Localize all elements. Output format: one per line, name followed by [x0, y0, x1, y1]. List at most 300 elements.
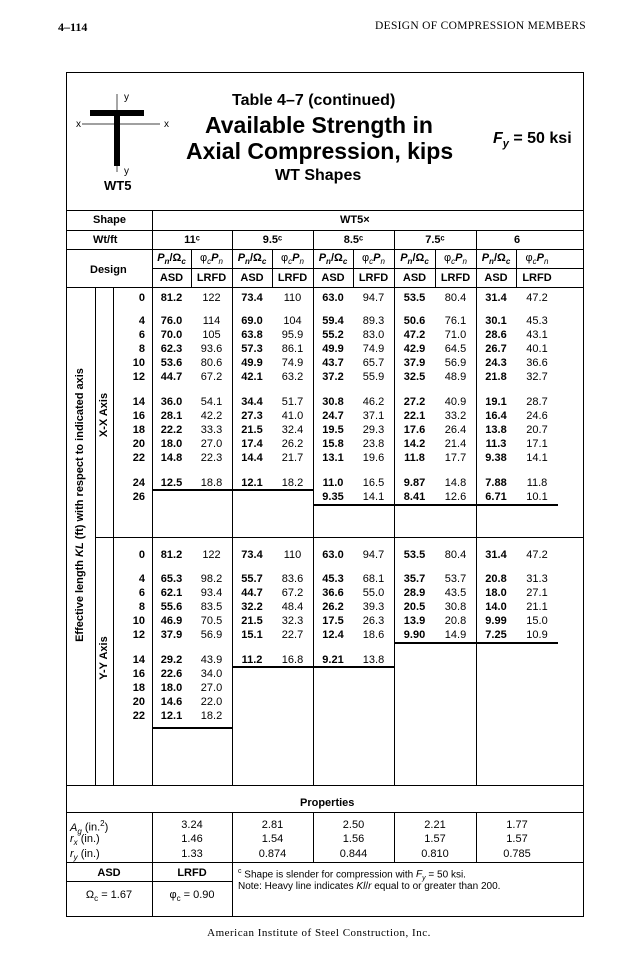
xx-row-cell: 80.4: [444, 292, 467, 304]
yy-row-cell: 20.8: [444, 615, 467, 627]
xx-row-cell: 74.9: [362, 343, 385, 355]
xx-row-cell: 12.6: [444, 491, 467, 503]
table-subtitle: WT Shapes: [275, 167, 362, 184]
lrfd-label: LRFD: [440, 272, 471, 284]
prop-value: 1.57: [424, 833, 446, 845]
xx-row-cell: 95.9: [281, 329, 304, 341]
lrfd-label: LRFD: [277, 272, 308, 284]
xx-row-cell: 22.2: [160, 424, 183, 436]
yield-strength: $F_y = 50$ ksi: [493, 130, 572, 151]
xx-row-cell: 37.1: [362, 410, 385, 422]
prop-value: 2.50: [342, 819, 365, 831]
xx-row-cell: 28.6: [485, 329, 507, 341]
yy-row-cell: 27.1: [526, 587, 548, 599]
xx-row-cell: 21.8: [485, 371, 507, 383]
yy-row-kl: 12: [132, 629, 145, 641]
rule-props-sep: [152, 812, 153, 862]
xx-row-cell: 18.2: [281, 477, 304, 489]
yy-row-cell: 63.0: [322, 549, 344, 561]
yy-row-cell: 68.1: [362, 573, 385, 585]
yy-row-cell: 73.4: [241, 549, 263, 561]
col-head-phi-pn: $\varphi_cP_n$: [444, 252, 467, 267]
xx-row-cell: 33.2: [444, 410, 467, 422]
asd-label: ASD: [321, 272, 345, 284]
xx-row-cell: 22.3: [200, 452, 223, 464]
yy-row-cell: 110: [283, 549, 302, 561]
yy-row-cell: 80.4: [444, 549, 467, 561]
yy-row-cell: 15.0: [526, 615, 548, 627]
xx-row-cell: 56.9: [444, 357, 467, 369]
xx-row-cell: 51.7: [281, 396, 304, 408]
xx-row-cell: 19.6: [362, 452, 385, 464]
rule-axis-col: [95, 287, 96, 785]
yy-row-cell: 18.6: [362, 629, 385, 641]
axis-x-left: x: [76, 119, 81, 130]
col-head-phi-pn: $\varphi_cP_n$: [200, 252, 223, 267]
xx-row-cell: 22.1: [403, 410, 426, 422]
xx-row-kl: 8: [138, 343, 145, 355]
heavy-line: [313, 666, 394, 668]
col-head-pn-omega: $P_n/\Omega_c$: [318, 252, 348, 267]
section-title: DESIGN OF COMPRESSION MEMBERS: [375, 20, 586, 32]
note-heavy: Note: Heavy line indicates Kl/r equal to or greater than 200.: [238, 881, 501, 892]
xx-row-cell: 30.1: [485, 315, 507, 327]
yy-row-cell: 62.1: [160, 587, 183, 599]
xx-row-cell: 29.3: [362, 424, 385, 436]
yy-row-cell: 34.0: [200, 668, 223, 680]
yy-row-cell: 22.6: [160, 668, 183, 680]
shape-family: WT5×: [340, 214, 370, 226]
yy-row-cell: 14.0: [485, 601, 507, 613]
xx-row-cell: 37.2: [322, 371, 344, 383]
xx-row-kl: 14: [132, 396, 145, 408]
xx-row-cell: 46.2: [362, 396, 385, 408]
yy-row-cell: 32.3: [281, 615, 304, 627]
yy-row-cell: 13.9: [403, 615, 426, 627]
rule-top: [66, 210, 584, 211]
heavy-line: [394, 504, 476, 506]
effective-length-label: Effective length KL (ft) with respect to indicated axis: [74, 368, 86, 642]
xx-row-cell: 10.1: [526, 491, 548, 503]
prop-value: 1.46: [181, 833, 203, 845]
asd-label: ASD: [484, 272, 508, 284]
yy-row-kl: 20: [132, 696, 145, 708]
xx-row-cell: 12.1: [241, 477, 263, 489]
heavy-line: [152, 489, 232, 491]
xx-row-cell: 32.5: [403, 371, 426, 383]
xx-row-cell: 55.2: [322, 329, 344, 341]
design-header: Design: [90, 264, 127, 276]
xx-row-cell: 11.3: [485, 438, 507, 450]
xx-row-cell: 47.2: [403, 329, 426, 341]
xx-row-cell: 73.4: [241, 292, 263, 304]
yy-row-cell: 9.90: [403, 629, 426, 641]
xx-row-cell: 14.8: [444, 477, 467, 489]
yy-row-cell: 22.0: [200, 696, 223, 708]
yy-row-cell: 83.6: [281, 573, 304, 585]
yy-row-cell: 36.6: [322, 587, 344, 599]
yy-row-cell: 32.2: [241, 601, 263, 613]
yy-row-cell: 83.5: [200, 601, 223, 613]
yy-row-cell: 18.0: [160, 682, 183, 694]
col-head-phi-pn: $\varphi_cP_n$: [525, 252, 549, 267]
prop-value: 0.844: [339, 848, 368, 860]
lrfd-footer: LRFD: [177, 867, 207, 879]
xx-row-cell: 64.5: [444, 343, 467, 355]
yy-axis-label: Y-Y Axis: [98, 636, 110, 680]
yy-row-cell: 16.8: [281, 654, 304, 666]
xx-row-cell: 9.35: [322, 491, 344, 503]
xx-row-cell: 40.1: [526, 343, 548, 355]
yy-row-cell: 67.2: [281, 587, 304, 599]
xx-row-cell: 63.2: [281, 371, 304, 383]
prop-value: 2.21: [424, 819, 446, 831]
xx-row-cell: 44.7: [160, 371, 183, 383]
wt-section-diagram: [78, 90, 188, 175]
xx-row-kl: 4: [138, 315, 145, 327]
yy-row-cell: 28.9: [403, 587, 426, 599]
yy-row-kl: 6: [138, 587, 145, 599]
xx-row-cell: 45.3: [526, 315, 548, 327]
col-head-pn-omega: $P_n/\Omega_c$: [237, 252, 267, 267]
xx-row-cell: 74.9: [281, 357, 304, 369]
rule-shape: [66, 230, 584, 231]
xx-row-cell: 70.0: [160, 329, 183, 341]
yy-row-cell: 43.9: [200, 654, 223, 666]
lrfd-label: LRFD: [358, 272, 389, 284]
rule-note-sep: [232, 862, 233, 917]
yy-row-cell: 20.5: [403, 601, 426, 613]
xx-row-cell: 6.71: [485, 491, 507, 503]
xx-row-cell: 122: [202, 292, 221, 304]
lrfd-label: LRFD: [196, 272, 227, 284]
xx-row-cell: 24.3: [485, 357, 507, 369]
rule-props-top: [66, 785, 584, 786]
yy-row-cell: 12.1: [160, 710, 183, 722]
yy-row-cell: 46.9: [160, 615, 183, 627]
xx-row-kl: 6: [138, 329, 145, 341]
xx-row-cell: 14.4: [241, 452, 263, 464]
xx-row-cell: 11.8: [404, 452, 425, 464]
xx-row-cell: 42.1: [241, 371, 263, 383]
shape-size-label: WT5: [104, 178, 132, 193]
yy-row-cell: 44.7: [241, 587, 263, 599]
yy-row-cell: 81.2: [160, 549, 183, 561]
prop-value: 1.33: [181, 848, 203, 860]
heavy-line: [232, 666, 313, 668]
heavy-line: [232, 489, 313, 491]
yy-row-cell: 47.2: [526, 549, 548, 561]
xx-row-cell: 54.1: [200, 396, 223, 408]
xx-row-cell: 50.6: [403, 315, 426, 327]
yy-row-kl: 22: [132, 710, 145, 722]
phi-value: $\varphi_c = 0.90$: [169, 889, 215, 904]
yy-row-kl: 14: [132, 654, 145, 666]
yy-row-cell: 12.4: [322, 629, 344, 641]
xx-row-cell: 42.2: [200, 410, 223, 422]
col-head-phi-pn: $\varphi_cP_n$: [362, 252, 385, 267]
xx-row-kl: 12: [132, 371, 145, 383]
xx-row-cell: 30.8: [322, 396, 344, 408]
yy-row-cell: 30.8: [444, 601, 467, 613]
yy-row-cell: 9.99: [485, 615, 507, 627]
yy-row-cell: 45.3: [322, 573, 344, 585]
properties-header: Properties: [300, 797, 355, 809]
xx-row-cell: 65.7: [362, 357, 385, 369]
yy-row-cell: 98.2: [200, 573, 223, 585]
xx-row-cell: 19.5: [322, 424, 344, 436]
weight-4: 6: [513, 234, 521, 246]
yy-row-cell: 31.4: [485, 549, 507, 561]
xx-row-kl: 24: [132, 477, 145, 489]
prop-value: 2.81: [261, 819, 284, 831]
xx-row-cell: 12.5: [160, 477, 183, 489]
yy-row-cell: 29.2: [160, 654, 183, 666]
page-number: 4–114: [58, 20, 88, 34]
xx-row-cell: 14.8: [160, 452, 183, 464]
xx-row-cell: 80.6: [200, 357, 223, 369]
xx-row-cell: 53.5: [403, 292, 426, 304]
xx-row-cell: 104: [283, 315, 302, 327]
weight-1: 9.5ᶜ: [262, 234, 283, 246]
yy-row-cell: 48.4: [281, 601, 304, 613]
xx-row-cell: 81.2: [160, 292, 183, 304]
yy-row-cell: 27.0: [200, 682, 223, 694]
xx-row-cell: 114: [202, 315, 221, 327]
xx-row-cell: 21.5: [241, 424, 263, 436]
xx-row-cell: 34.4: [241, 396, 263, 408]
rule-design: [66, 287, 584, 288]
prop-value: 0.874: [258, 848, 287, 860]
axis-y-top: y: [124, 92, 129, 103]
xx-row-cell: 105: [202, 329, 221, 341]
xx-row-cell: 26.7: [485, 343, 507, 355]
yy-row-cell: 26.2: [322, 601, 344, 613]
prop-value: 0.785: [503, 848, 531, 860]
xx-row-cell: 36.0: [160, 396, 183, 408]
xx-row-cell: 21.4: [444, 438, 467, 450]
col-head-phi-pn: $\varphi_cP_n$: [281, 252, 304, 267]
heavy-line: [476, 642, 558, 644]
xx-row-cell: 110: [283, 292, 302, 304]
xx-row-cell: 57.3: [241, 343, 263, 355]
xx-row-cell: 13.1: [322, 452, 344, 464]
xx-row-cell: 40.9: [444, 396, 467, 408]
xx-row-cell: 9.38: [485, 452, 507, 464]
yy-row-cell: 17.5: [322, 615, 344, 627]
prop-label: $A_g$ (in.$^2$): [70, 819, 109, 836]
xx-row-cell: 32.4: [281, 424, 304, 436]
yy-row-cell: 18.2: [200, 710, 223, 722]
yy-row-cell: 122: [202, 549, 221, 561]
xx-row-cell: 41.0: [281, 410, 304, 422]
xx-row-cell: 14.1: [526, 452, 548, 464]
xx-row-cell: 19.1: [485, 396, 507, 408]
xx-row-cell: 55.9: [362, 371, 385, 383]
prop-label: $r_y$ (in.): [70, 848, 100, 863]
yy-row-cell: 14.9: [444, 629, 467, 641]
xx-row-cell: 76.1: [444, 315, 467, 327]
yy-row-cell: 21.1: [526, 601, 548, 613]
yy-row-kl: 18: [132, 682, 145, 694]
xx-row-cell: 27.3: [241, 410, 263, 422]
xx-row-cell: 11.0: [322, 477, 344, 489]
xx-row-cell: 47.2: [526, 292, 548, 304]
col-head-pn-omega: $P_n/\Omega_c$: [157, 252, 186, 267]
xx-row-kl: 16: [132, 410, 145, 422]
xx-axis-label: X-X Axis: [98, 392, 110, 438]
xx-row-cell: 28.1: [160, 410, 183, 422]
yy-row-cell: 55.0: [362, 587, 385, 599]
yy-row-cell: 21.5: [241, 615, 263, 627]
xx-row-cell: 53.6: [160, 357, 183, 369]
table-number: Table 4–7 (continued): [232, 92, 396, 109]
omega-value: $\Omega_c = 1.67$: [85, 889, 133, 904]
rule-props: [66, 812, 584, 813]
yy-row-cell: 39.3: [362, 601, 385, 613]
xx-row-cell: 27.2: [403, 396, 426, 408]
prop-value: 1.77: [506, 819, 528, 831]
xx-row-cell: 21.7: [281, 452, 304, 464]
xx-row-cell: 49.9: [322, 343, 344, 355]
xx-row-cell: 76.0: [160, 315, 183, 327]
xx-row-cell: 24.7: [322, 410, 344, 422]
yy-row-cell: 31.3: [526, 573, 548, 585]
xx-row-cell: 71.0: [444, 329, 467, 341]
rule-group: [232, 812, 233, 862]
xx-row-cell: 36.6: [526, 357, 548, 369]
xx-row-cell: 17.1: [526, 438, 548, 450]
xx-row-cell: 17.4: [241, 438, 263, 450]
xx-row-cell: 43.1: [526, 329, 548, 341]
xx-row-cell: 48.9: [444, 371, 467, 383]
yy-row-cell: 53.7: [444, 573, 467, 585]
heavy-line: [313, 504, 394, 506]
prop-value: 1.54: [261, 833, 284, 845]
asd-label: ASD: [159, 272, 184, 284]
xx-row-cell: 18.8: [200, 477, 223, 489]
xx-row-cell: 16.5: [362, 477, 385, 489]
xx-row-cell: 17.6: [403, 424, 426, 436]
xx-row-cell: 86.1: [281, 343, 304, 355]
rule-wtft: [66, 249, 584, 250]
prop-label: $r_x$ (in.): [70, 833, 100, 848]
rule-colhead: [152, 268, 584, 269]
xx-row-cell: 62.3: [160, 343, 183, 355]
prop-value: 1.56: [342, 833, 365, 845]
heavy-line: [152, 727, 232, 729]
xx-row-cell: 63.0: [322, 292, 344, 304]
weight-0: 11ᶜ: [184, 234, 200, 246]
yy-row-cell: 53.5: [403, 549, 426, 561]
xx-row-cell: 14.2: [403, 438, 426, 450]
weight-3: 7.5ᶜ: [425, 234, 445, 246]
rule-props-bottom: [66, 862, 584, 863]
col-head-pn-omega: $P_n/\Omega_c$: [400, 252, 429, 267]
yy-row-kl: 0: [138, 549, 145, 561]
wtft-header: Wt/ft: [93, 234, 118, 246]
heavy-line: [476, 504, 558, 506]
table-title-1: Available Strength in: [205, 112, 433, 138]
xx-row-cell: 43.7: [322, 357, 344, 369]
table-title-2: Axial Compression, kips: [186, 138, 454, 164]
note-slender: $^c$ Shape is slender for compression with $F_y = 50$ ksi.: [238, 868, 466, 883]
asd-footer: ASD: [97, 867, 121, 879]
xx-row-cell: 8.41: [403, 491, 426, 503]
yy-row-cell: 93.4: [200, 587, 223, 599]
yy-row-cell: 43.5: [444, 587, 467, 599]
xx-row-cell: 59.4: [322, 315, 344, 327]
heavy-line: [394, 642, 476, 644]
yy-row-kl: 16: [132, 668, 145, 680]
yy-row-cell: 22.7: [281, 629, 304, 641]
axis-y-bottom: y: [124, 166, 129, 177]
xx-row-cell: 89.3: [362, 315, 385, 327]
xx-row-cell: 26.4: [444, 424, 467, 436]
xx-row-cell: 16.4: [485, 410, 507, 422]
prop-value: 0.810: [421, 848, 449, 860]
asd-label: ASD: [240, 272, 264, 284]
yy-row-kl: 4: [138, 573, 145, 585]
lrfd-label: LRFD: [522, 272, 552, 284]
xx-row-cell: 26.2: [281, 438, 304, 450]
col-head-pn-omega: $P_n/\Omega_c$: [481, 252, 511, 267]
xx-row-cell: 23.8: [362, 438, 385, 450]
yy-row-cell: 94.7: [362, 549, 385, 561]
yy-row-cell: 15.1: [241, 629, 263, 641]
xx-row-cell: 93.6: [200, 343, 223, 355]
rule-factor: [66, 881, 232, 882]
xx-row-cell: 28.7: [526, 396, 548, 408]
xx-row-kl: 18: [132, 424, 145, 436]
rule-group: [394, 812, 395, 862]
xx-row-cell: 15.8: [322, 438, 344, 450]
yy-row-kl: 10: [132, 615, 145, 627]
page-footer: American Institute of Steel Construction, Inc.: [207, 927, 431, 939]
asd-label: ASD: [402, 272, 427, 284]
xx-row-cell: 11.8: [526, 477, 548, 489]
rule-group: [476, 812, 477, 862]
yy-row-cell: 55.7: [241, 573, 263, 585]
yy-row-cell: 11.2: [241, 654, 263, 666]
xx-row-cell: 67.2: [200, 371, 223, 383]
xx-row-kl: 26: [132, 491, 145, 503]
yy-row-cell: 26.3: [362, 615, 385, 627]
xx-row-cell: 14.1: [362, 491, 385, 503]
yy-row-cell: 13.8: [362, 654, 385, 666]
axis-x-right: x: [164, 119, 169, 130]
xx-row-cell: 31.4: [485, 292, 507, 304]
yy-row-cell: 7.25: [485, 629, 507, 641]
rule-group: [313, 812, 314, 862]
xx-row-cell: 18.0: [160, 438, 183, 450]
xx-row-cell: 83.0: [362, 329, 385, 341]
yy-row-cell: 55.6: [160, 601, 183, 613]
prop-value: 1.57: [506, 833, 528, 845]
xx-row-cell: 13.8: [485, 424, 507, 436]
yy-row-cell: 56.9: [200, 629, 223, 641]
xx-row-cell: 32.7: [526, 371, 548, 383]
xx-row-cell: 49.9: [241, 357, 263, 369]
yy-row-cell: 35.7: [403, 573, 426, 585]
prop-value: 3.24: [181, 819, 203, 831]
xx-row-cell: 17.7: [444, 452, 467, 464]
xx-row-cell: 94.7: [362, 292, 385, 304]
yy-row-cell: 65.3: [160, 573, 183, 585]
xx-row-cell: 24.6: [526, 410, 548, 422]
xx-row-cell: 27.0: [200, 438, 223, 450]
xx-row-kl: 20: [132, 438, 145, 450]
